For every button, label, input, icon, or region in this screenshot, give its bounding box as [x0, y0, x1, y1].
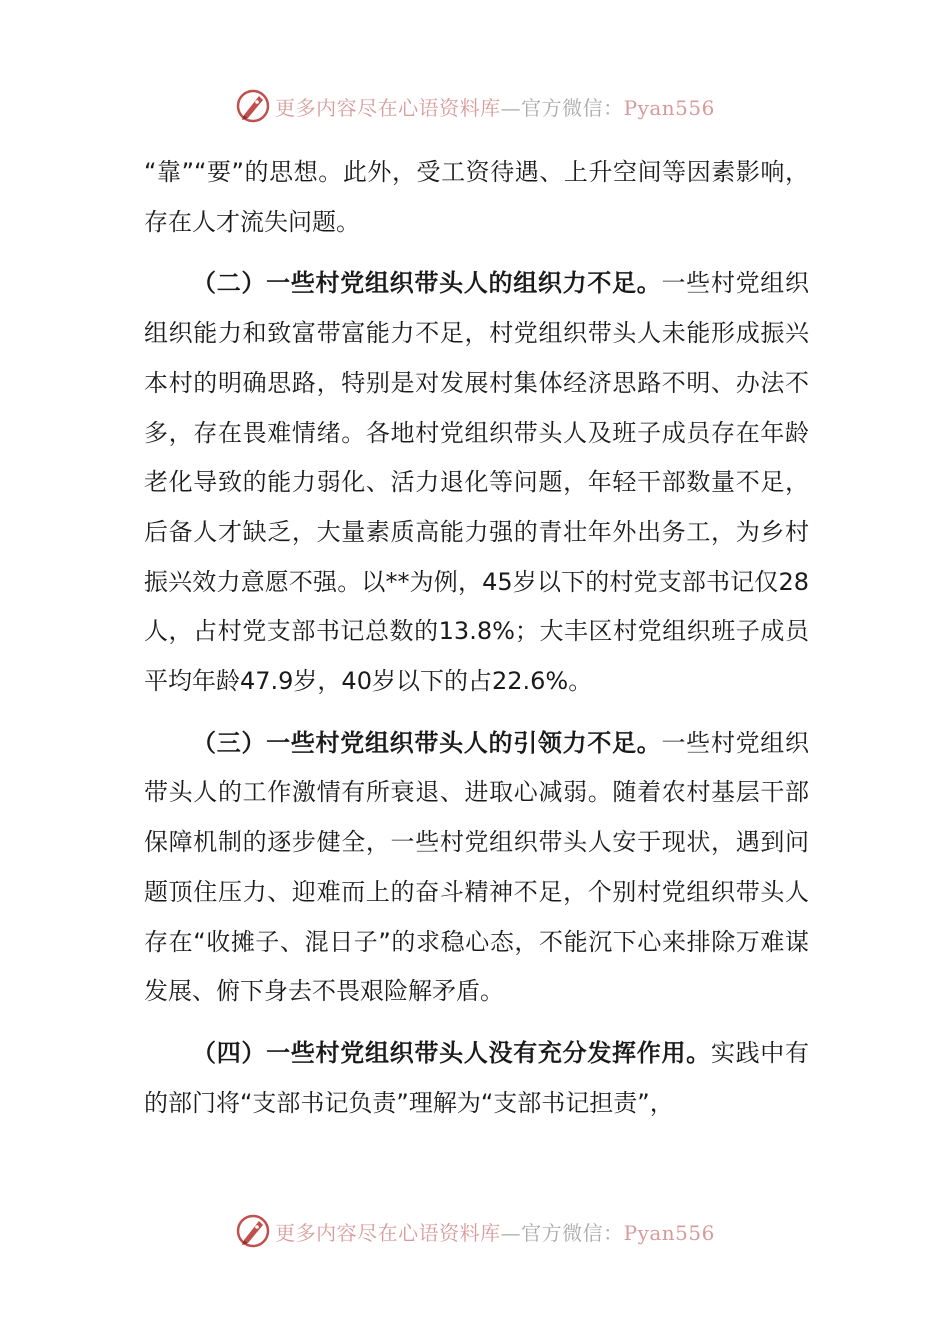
- document-body: [144, 148, 809, 1128]
- watermark-header: [0, 86, 950, 126]
- paragraph-continuation: “靠”“要”的思想。此外，受工资待遇、上升空间等因素影响，存在人才流失问题。: [144, 158, 809, 236]
- paragraph-body: 一些村党组织组织能力和致富带富能力不足，村党组织带头人未能形成振兴本村的明确思路，特别是对发展村集体经济思路不明、办法不多，存在畏难情绪。各地村党组织带头人及班子成员存在年龄老化导致的能力弱化、活力退化等问题，年轻干部数量不足，后备人才缺乏，大量素质高能力强的青壮年外出务工，为乡村振兴效力意愿不强。以**为例，45岁以下的村党支部书记仅28人，占村党支部书记总数的13.8%；大丰区村党组织班子成员平均年龄47.9岁，40岁以下的占22.6%。: [144, 269, 810, 696]
- section-heading-2: （二）一些村党组织带头人的组织力不足。: [192, 269, 662, 298]
- wechat-id: Pyan556: [623, 1220, 715, 1245]
- wechat-label: 官方微信：: [521, 95, 624, 120]
- pen-nib-circle-icon: [235, 88, 271, 124]
- brand-text: 更多内容尽在心语资料库: [275, 1220, 501, 1245]
- paragraph-leading-power: [144, 719, 809, 1017]
- paragraph-organizing-power: [144, 259, 809, 706]
- paragraph-role: [144, 1029, 809, 1128]
- paragraph-body: 一些村党组织带头人的工作激情有所衰退、进取心减弱。随着农村基层干部保障机制的逐步健全，一些村党组织带头人安于现状，遇到问题顶住压力、迎难而上的奋斗精神不足，个别村党组织带头人存在“收摊子、混日子”的求稳心态，不能沉下心来排除万难谋发展、俯下身去不畏艰险解矛盾。: [144, 728, 810, 1006]
- watermark-text: [275, 1217, 715, 1246]
- watermark-footer: [0, 1211, 950, 1251]
- paragraph-body: 实践中有的部门将“支部书记负责”理解为“支部书记担责”，: [144, 1038, 809, 1117]
- dash: —: [500, 95, 522, 120]
- section-heading-4: （四）一些村党组织带头人没有充分发挥作用。: [192, 1038, 711, 1067]
- wechat-id: Pyan556: [623, 95, 715, 120]
- watermark-text: [275, 92, 715, 121]
- brand-text: 更多内容尽在心语资料库: [275, 95, 501, 120]
- wechat-label: 官方微信：: [521, 1220, 624, 1245]
- section-heading-3: （三）一些村党组织带头人的引领力不足。: [192, 728, 662, 757]
- dash: —: [500, 1220, 522, 1245]
- pen-nib-circle-icon: [235, 1213, 271, 1249]
